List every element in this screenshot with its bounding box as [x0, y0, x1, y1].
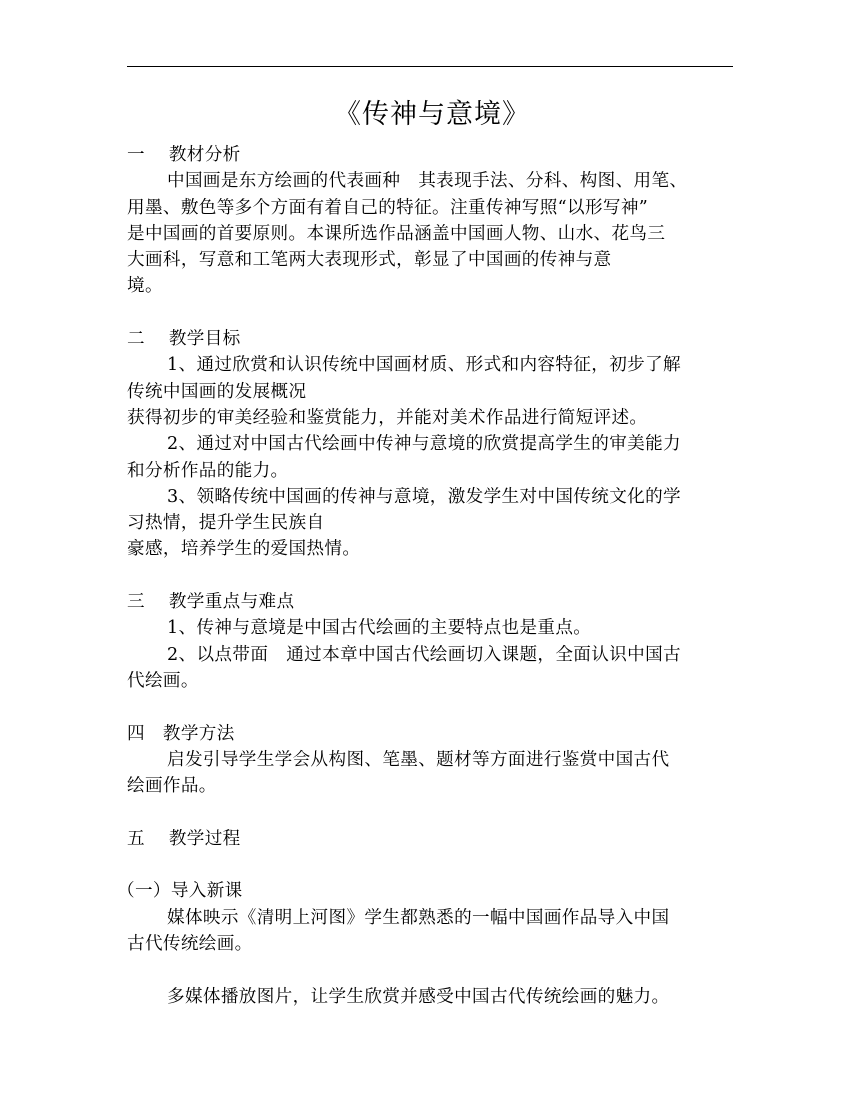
- paragraph-line: 绘画作品。: [127, 776, 217, 797]
- paragraph-line: 中国画是东方绘画的代表画种 其表现手法、分科、构图、用笔、: [167, 171, 688, 192]
- paragraph-line: 媒体映示《清明上河图》学生都熟悉的一幅中国画作品导入中国: [167, 907, 670, 928]
- paragraph-line: 传统中国画的发展概况: [127, 381, 307, 402]
- paragraph-line: 多媒体播放图片，让学生欣赏并感受中国古代传统绘画的魅力。: [167, 986, 670, 1007]
- paragraph-line: 用墨、敷色等多个方面有着自己的特征。注重传神写照“以形写神”: [127, 197, 649, 218]
- section-heading-analysis: 一 教材分析: [127, 145, 241, 165]
- paragraph-line: 大画科，写意和工笔两大表现形式，彰显了中国画的传神与意: [127, 250, 612, 271]
- paragraph-line: 豪感，培养学生的爱国热情。: [127, 539, 361, 560]
- document-body: [117, 98, 737, 1010]
- blank-line: [127, 300, 737, 326]
- paragraph-line: 1、通过欣赏和认识传统中国画材质、形式和内容特征，初步了解: [167, 355, 681, 376]
- header-rule: [127, 66, 733, 67]
- blank-line: [127, 852, 737, 878]
- blank-line: [127, 694, 737, 720]
- sub-heading-intro: （一）导入新课: [117, 881, 243, 902]
- paragraph-line: 代绘画。: [127, 670, 199, 691]
- paragraph-line: 2、通过对中国古代绘画中传神与意境的欣赏提高学生的审美能力: [167, 434, 681, 455]
- paragraph-line: 3、领略传统中国画的传神与意境，激发学生对中国传统文化的学: [167, 486, 681, 507]
- paragraph-line: 境。: [127, 276, 163, 297]
- paragraph-line: 和分析作品的能力。: [127, 460, 289, 481]
- paragraph-line: 古代传统绘画。: [127, 933, 253, 954]
- document-title: 《传神与意境》: [334, 99, 530, 130]
- paragraph-line: 2、以点带面 通过本章中国古代绘画切入课题，全面认识中国古: [167, 644, 681, 665]
- paragraph-line: 习热情，提升学生民族自: [127, 513, 325, 534]
- blank-line: [127, 799, 737, 825]
- paragraph-line: 获得初步的审美经验和鉴赏能力，并能对美术作品进行简短评述。: [127, 407, 648, 428]
- section-heading-methods: 四 教学方法: [127, 723, 235, 744]
- section-heading-process: 五 教学过程: [127, 828, 241, 849]
- blank-line: [127, 563, 737, 589]
- paragraph-line: 1、传神与意境是中国古代绘画的主要特点也是重点。: [167, 618, 592, 639]
- blank-line: [127, 957, 737, 983]
- paragraph-line: 启发引导学生学会从构图、笔墨、题材等方面进行鉴赏中国古代: [167, 749, 670, 770]
- paragraph-line: 是中国画的首要原则。本课所选作品涵盖中国画人物、山水、花鸟三: [127, 223, 666, 244]
- section-heading-goals: 二 教学目标: [127, 329, 241, 350]
- section-heading-key-points: 三 教学重点与难点: [127, 592, 295, 613]
